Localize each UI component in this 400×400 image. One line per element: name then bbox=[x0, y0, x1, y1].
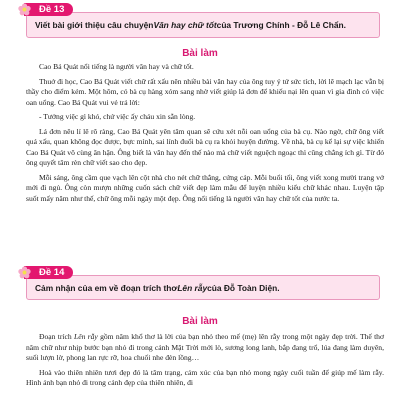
essay-body bbox=[26, 332, 384, 393]
task-prompt-title: Văn hay chữ tốt bbox=[153, 20, 217, 30]
section-heading: Bài làm bbox=[182, 48, 218, 59]
exercise-tag: Đề 13 bbox=[24, 3, 73, 16]
paragraph-text: gồm năm khổ thơ là lời của bạn nhỏ theo mế (mẹ) lên rẫy trong một ngày đẹp trời. Thế thơ năm chữ như nhịp bước bạn nhỏ đi trong cảnh Mặt Trời mới lò, sương long lanh, bắp đang trổ, lúa đang làm duyên, suối lượn lờ, phong lan rực rỡ, hoa chuối nhe đèn lồng… bbox=[26, 332, 384, 362]
paragraph: Lá đơn nêu lí lẽ rõ ràng, Cao Bá Quát yên tâm quan sẽ cứu xét nỗi oan uổng của bà cụ. Nào ngờ, chữ ông viết quá xấu, quan không đọc được, bực mình, sai lính đuổi bà cụ ra khỏi huyện đường. Về nhà, bà cụ kể lại sự việc khiến Cao Bá Quát vô cùng ân hận. Ông biết là văn hay đến thế nào mà chữ viết nguệch ngoạc thì cũng chẳng ích gì. Từ đó ông quyết tâm rèn chữ viết sao cho đẹp. bbox=[26, 126, 384, 167]
paragraph: - Tưởng việc gì khó, chứ việc ấy cháu xin sẵn lòng. bbox=[39, 112, 196, 121]
paragraph: Mỗi sáng, ông cầm que vạch lên cột nhà cho nét chữ thẳng, cứng cáp. Mỗi buổi tối, ông viết xong mười trang vở mới đi ngủ. Ông còn mượn những cuốn sách chữ viết đẹp làm mẫu để luyện nhiều kiểu chữ khác nhau. Luyện tập suốt mấy năm như thế, chữ ông mỗi ngày một đẹp. Ông nổi tiếng là người văn hay chữ tốt của nước ta. bbox=[26, 172, 384, 203]
paragraph-text: Đoạn trích bbox=[39, 332, 74, 341]
task-prompt-pre: Cảm nhận của em về đoạn trích thơ bbox=[35, 282, 178, 293]
task-prompt-post: của Đỗ Toàn Diện. bbox=[207, 282, 280, 293]
task-prompt-post: của Trương Chính - Đỗ Lê Chẩn. bbox=[216, 20, 346, 30]
paragraph bbox=[26, 332, 384, 364]
task-prompt bbox=[26, 12, 380, 38]
paragraph: Thuở đi học, Cao Bá Quát viết chữ rất xấu nên nhiều bài văn hay của ông tuy ý tứ sức tích, lời lẽ mạch lạc vẫn bị thầy cho điểm kém. Một hôm, có bà cụ hàng xóm sang nhờ viết giúp lá đơn để khiếu nại lên quan vì gia đình có việc oan uổng. Cao Bá Quát vui vẻ trả lời: bbox=[26, 76, 384, 107]
flower-icon bbox=[18, 3, 31, 16]
task-prompt-pre: Viết bài giới thiệu câu chuyện bbox=[35, 20, 154, 30]
flower-icon bbox=[18, 266, 31, 279]
section-heading: Bài làm bbox=[182, 316, 218, 327]
paragraph: Cao Bá Quát nổi tiếng là người văn hay và chữ tốt. bbox=[39, 62, 194, 71]
essay-body bbox=[26, 62, 384, 208]
task-prompt bbox=[26, 275, 380, 300]
poem-title: Lên rẫy bbox=[73, 332, 98, 341]
exercise-tag: Đề 14 bbox=[24, 266, 73, 279]
task-prompt-title: Lên rẫy bbox=[177, 282, 208, 293]
paragraph: Hoà vào thiên nhiên tươi đẹp đó là tâm trạng, cảm xúc của bạn nhỏ mong ngày cuối tuần để giúp mế làm rẫy. Hình ảnh bạn nhỏ đi trong cảnh đẹp của thiên nhiên, đi bbox=[26, 367, 384, 387]
